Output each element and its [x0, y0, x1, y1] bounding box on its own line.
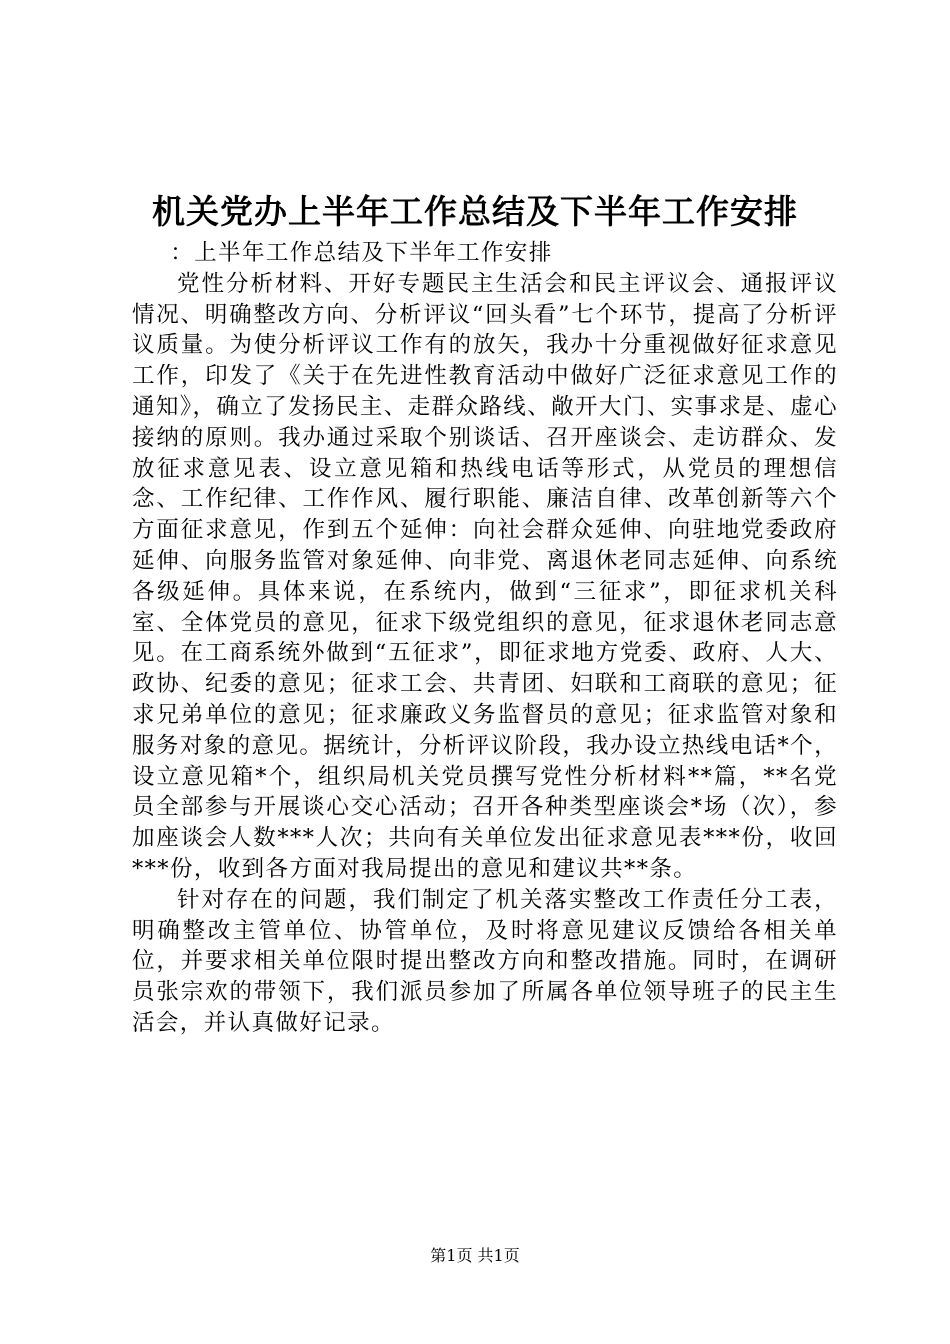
document-subtitle: ：上半年工作总结及下半年工作安排 — [170, 240, 553, 266]
body-paragraph: 针对存在的问题，我们制定了机关落实整改工作责任分工表，明确整改主管单位、协管单位，及时将意见建议反馈给各相关单位，并要求相关单位限时提出整改方向和整改措施。同时，在调研员张宗欢的带领下，我们派员参加了所属各单位领导班子的民主生活会，并认真做好记录。 — [132, 886, 838, 1036]
page-number-footer: 第1页 共1页 — [430, 1246, 520, 1265]
document-title: 机关党办上半年工作总结及下半年工作安排 — [152, 192, 798, 231]
body-paragraph: 党性分析材料、开好专题民主生活会和民主评议会、通报评议情况、明确整改方向、分析评议“回头看”七个环节，提高了分析评议质量。为使分析评议工作有的放矢，我办十分重视做好征求意见工作，印发了《关于在先进性教育活动中做好广泛征求意见工作的通知》，确立了发扬民主、走群众路线、敞开大门、实事求是、虚心接纳的原则。我办通过采取个别谈话、召开座谈会、走访群众、发放征求意见表、设立意见箱和热线电话等形式，从党员的理想信念、工作纪律、工作作风、履行职能、廉洁自律、改革创新等六个方面征求意见，作到五个延伸：向社会群众延伸、向驻地党委政府延伸、向服务监管对象延伸、向非党、离退休老同志延伸、向系统各级延伸。具体来说，在系统内，做到“三征求”，即征求机关科室、全体党员的意见，征求下级党组织的意见，征求退休老同志意见。在工商系统外做到“五征求”，即征求地方党委、政府、人大、政协、纪委的意见；征求工会、共青团、妇联和工商联的意见；征求兄弟单位的意见；征求廉政义务监督员的意见；征求监管对象和服务对象的意见。据统计，分析评议阶段，我办设立热线电话*个，设立意见箱*个，组织局机关党员撰写党性分析材料**篇，**名党员全部参与开展谈心交心活动；召开各种类型座谈会*场（次），参加座谈会人数***人次；共向有关单位发出征求意见表***份，收回***份，收到各方面对我局提出的意见和建议共**条。 — [132, 270, 838, 882]
document-body — [132, 238, 838, 1039]
